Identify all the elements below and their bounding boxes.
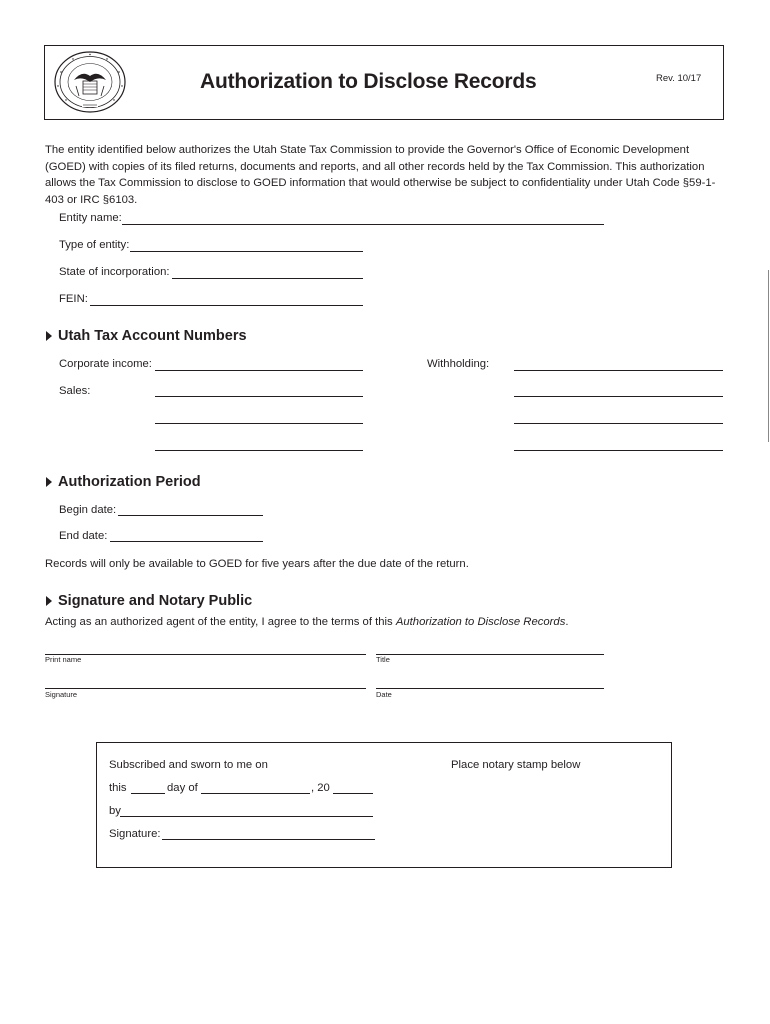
corporate-income-label: Corporate income: xyxy=(59,358,152,370)
sales-field-3[interactable] xyxy=(155,450,363,451)
begin-date-label: Begin date: xyxy=(59,504,117,516)
notary-year-prefix: , 20 xyxy=(311,782,330,794)
corporate-income-field[interactable] xyxy=(155,370,363,371)
notary-stamp-label: Place notary stamp below xyxy=(451,759,581,771)
title-label: Title xyxy=(376,655,390,664)
notary-by-label: by xyxy=(109,805,121,817)
fein-label: FEIN: xyxy=(59,293,88,305)
intro-paragraph: The entity identified below authorizes the Utah State Tax Commission to provide the Governor's Office of Economic Development (GOED) with copies of its filed returns, documents and reports, and all other records held by the Tax Commission. This authorization allows the Tax Commission to disclose to GOED information that would otherwise be subject to confidentiality under Utah Code §59-1-403 or IRC §6103. xyxy=(45,144,716,206)
notary-month-field[interactable] xyxy=(201,793,310,794)
sales-field-1[interactable] xyxy=(155,396,363,397)
print-name-label: Print name xyxy=(45,655,82,664)
section-arrow-icon xyxy=(46,331,52,341)
entity-type-field[interactable] xyxy=(130,251,363,252)
entity-type-label: Type of entity: xyxy=(59,239,130,251)
notary-signature-field[interactable] xyxy=(162,839,375,840)
sales-label: Sales: xyxy=(59,385,91,397)
records-availability-note: Records will only be available to GOED for five years after the due date of the return. xyxy=(45,558,469,570)
statement-form-name: Authorization to Disclose Records xyxy=(395,616,566,628)
notary-this-label: this xyxy=(109,782,127,794)
notary-day-field[interactable] xyxy=(131,793,165,794)
withholding-field-3[interactable] xyxy=(514,423,723,424)
entity-name-label: Entity name: xyxy=(59,212,122,224)
statement-text: Acting as an authorized agent of the entity, I agree to the terms of this xyxy=(45,616,396,628)
state-of-incorporation-label: State of incorporation: xyxy=(59,266,170,278)
fein-field[interactable] xyxy=(90,305,363,306)
revision-date: Rev. 10/17 xyxy=(656,73,702,84)
withholding-field-4[interactable] xyxy=(514,450,723,451)
section-heading-authorization-period xyxy=(46,474,201,490)
entity-name-field[interactable] xyxy=(122,224,604,225)
signature-field[interactable] xyxy=(45,688,366,689)
withholding-field-1[interactable] xyxy=(514,370,723,371)
end-date-label: End date: xyxy=(59,530,108,542)
statement-period: . xyxy=(565,616,569,628)
section-heading-text: Authorization Period xyxy=(58,474,201,490)
notary-by-field[interactable] xyxy=(120,816,373,817)
date-field[interactable] xyxy=(376,688,604,689)
section-heading-text: Signature and Notary Public xyxy=(58,593,253,609)
utah-state-seal-icon xyxy=(52,50,128,114)
authorization-statement xyxy=(45,616,569,628)
print-name-field[interactable] xyxy=(45,654,366,655)
withholding-field-2[interactable] xyxy=(514,396,723,397)
section-heading-tax-accounts xyxy=(46,328,247,344)
notary-signature-label: Signature: xyxy=(109,828,161,840)
state-of-incorporation-field[interactable] xyxy=(172,278,363,279)
title-field[interactable] xyxy=(376,654,604,655)
section-heading-signature xyxy=(46,593,252,609)
section-arrow-icon xyxy=(46,477,52,487)
end-date-field[interactable] xyxy=(110,541,263,542)
signature-label: Signature xyxy=(45,690,78,699)
scan-edge-mark xyxy=(768,270,769,442)
form-title: Authorization to Disclose Records xyxy=(200,70,537,93)
notary-year-field[interactable] xyxy=(333,793,373,794)
withholding-label: Withholding: xyxy=(427,358,490,370)
notary-sworn-label: Subscribed and sworn to me on xyxy=(109,759,268,771)
date-label: Date xyxy=(376,690,392,699)
section-heading-text: Utah Tax Account Numbers xyxy=(58,328,247,344)
begin-date-field[interactable] xyxy=(118,515,263,516)
section-arrow-icon xyxy=(46,596,52,606)
sales-field-2[interactable] xyxy=(155,423,363,424)
notary-day-of-label: day of xyxy=(167,782,198,794)
